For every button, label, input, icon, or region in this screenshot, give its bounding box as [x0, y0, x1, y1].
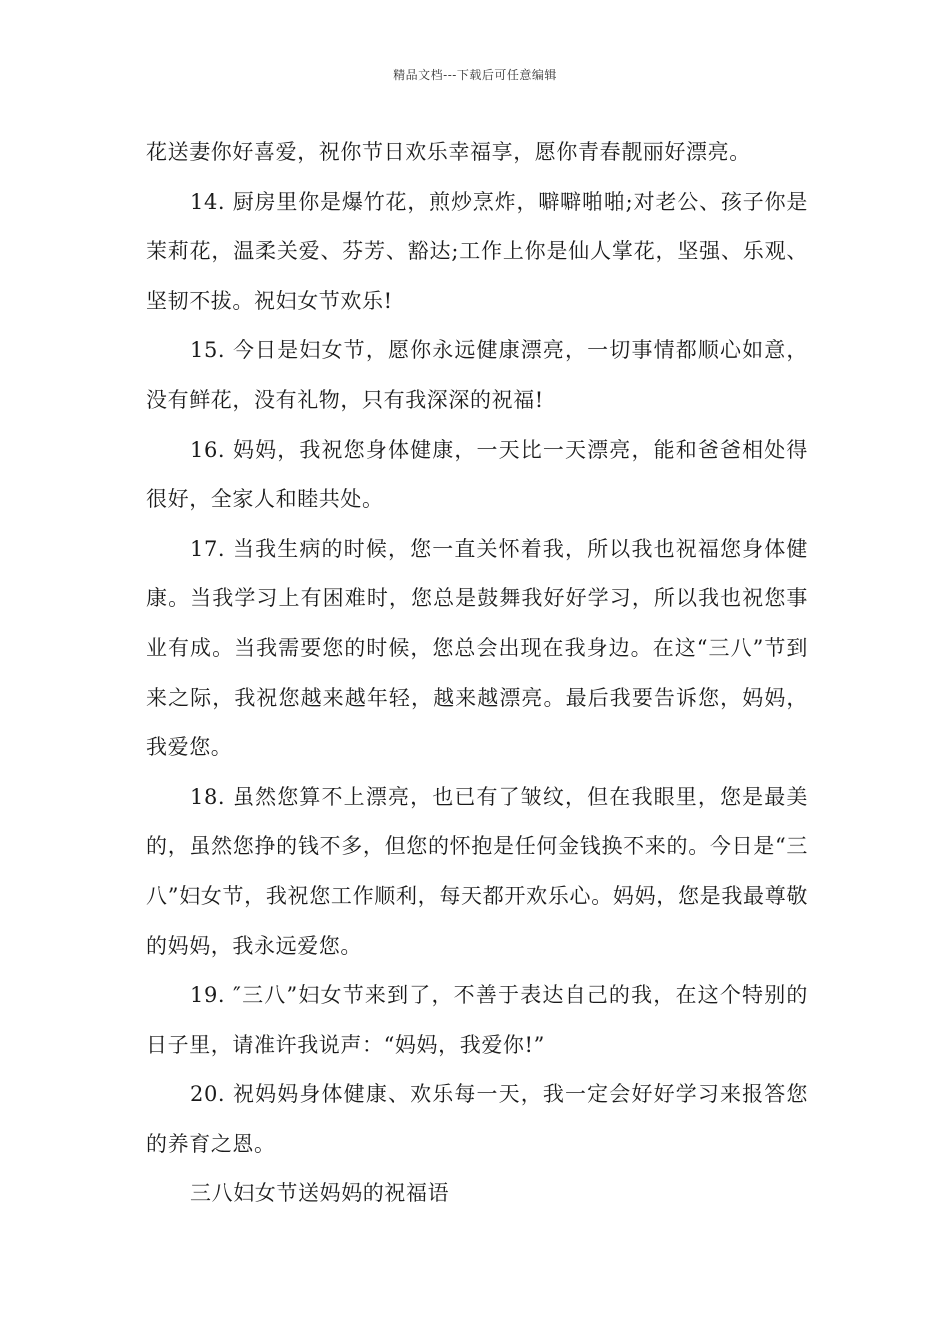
paragraph-item-18: 18. 虽然您算不上漂亮，也已有了皱纹，但在我眼里，您是最美的，虽然您挣的钱不多，但您的怀抱是任何金钱换不来的。今日是“三八”妇女节，我祝您工作顺利，每天都开欢乐心。妈妈，您是我最尊敬的妈妈，我永远爱您。 — [146, 784, 808, 958]
paragraph-item-15: 15. 今日是妇女节，愿你永远健康漂亮，一切事情都顺心如意，没有鲜花，没有礼物，只有我深深的祝福! — [146, 338, 808, 412]
paragraph-item-19: 19. ″三八”妇女节来到了，不善于表达自己的我，在这个特别的日子里，请准许我说声：“妈妈，我爱你!” — [146, 983, 808, 1057]
section-heading: 三八妇女节送妈妈的祝福语 — [190, 1181, 450, 1206]
paragraph-item-20: 20. 祝妈妈身体健康、欢乐每一天，我一定会好好学习来报答您的养育之恩。 — [146, 1082, 808, 1156]
page-header: 精品文档---下载后可任意编辑 — [393, 68, 557, 82]
paragraph-continuation: 花送妻你好喜爱，祝你节日欢乐幸福享，愿你青春靓丽好漂亮。 — [146, 140, 751, 164]
paragraph-item-14: 14. 厨房里你是爆竹花，煎炒烹炸，噼噼啪啪;对老公、孩子你是茉莉花，温柔关爱、芬芳、豁达;工作上你是仙人掌花，坚强、乐观、坚韧不拔。祝妇女节欢乐! — [146, 189, 808, 313]
document-body — [146, 128, 808, 1219]
paragraph-item-17: 17. 当我生病的时候，您一直关怀着我，所以我也祝福您身体健康。当我学习上有困难时，您总是鼓舞我好好学习，所以我也祝您事业有成。当我需要您的时候，您总会出现在我身边。在这“三八”节到来之际，我祝您越来越年轻，越来越漂亮。最后我要告诉您，妈妈，我爱您。 — [146, 536, 808, 760]
paragraph-item-16: 16. 妈妈，我祝您身体健康，一天比一天漂亮，能和爸爸相处得很好，全家人和睦共处。 — [146, 437, 808, 512]
